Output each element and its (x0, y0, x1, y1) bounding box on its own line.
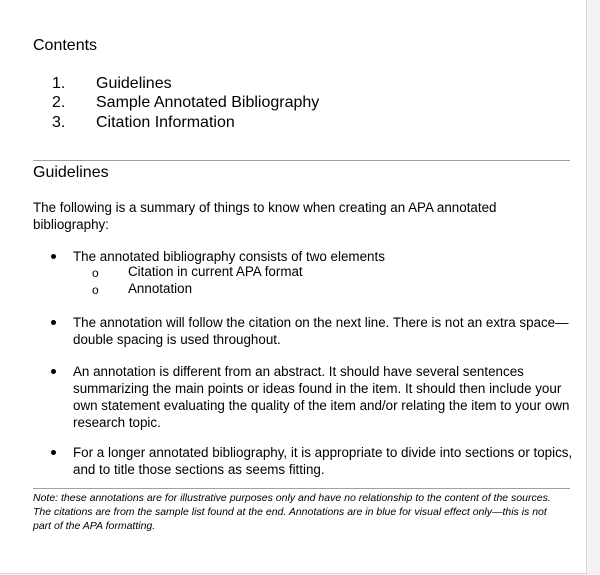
bullet-icon (51, 450, 56, 455)
footnote-divider (33, 488, 570, 489)
toc-number-3: 3. (52, 114, 66, 131)
bullet-text-abstract: An annotation is different from an abstract. It should have several sentences summarizing the main points or ideas found in the item. It should then include your own statement evaluating the quality of the item and/or relating the item to your own research topic. (73, 364, 570, 430)
bullet-icon (51, 369, 56, 374)
contents-heading: Contents (33, 37, 98, 54)
toc-number-2: 2. (52, 94, 66, 111)
section-divider (33, 160, 570, 161)
toc-number-1: 1. (52, 75, 66, 92)
toc-item-citation-info: Citation Information (96, 114, 235, 131)
footnote-text: Note: these annotations are for illustrative purposes only and have no relationship to the content of the sources. The citations are from the sample list found at the end. Annotations are in blue for visual effect only—this is not part of the APA formatting. (33, 492, 551, 532)
toc-item-guidelines: Guidelines (96, 75, 172, 92)
guidelines-intro: The following is a summary of things to know when creating an APA annotated bibliography: (33, 200, 497, 232)
bullet-icon (51, 254, 56, 259)
guidelines-heading: Guidelines (33, 164, 109, 181)
bullet-text-sections: For a longer annotated bibliography, it is appropriate to divide into sections or topics, and to title those sections as seems fitting. (73, 445, 573, 477)
toc-item-sample-bibliography: Sample Annotated Bibliography (96, 94, 320, 111)
bullet-icon (51, 320, 56, 325)
sub-item-annotation: Annotation (128, 281, 193, 296)
sub-bullet-marker: o (92, 283, 99, 297)
sub-bullet-marker: o (92, 266, 99, 280)
bullet-text-elements: The annotated bibliography consists of two elements (73, 249, 385, 264)
sub-item-citation: Citation in current APA format (128, 264, 303, 279)
bullet-text-citation-line: The annotation will follow the citation on the next line. There is not an extra space—double spacing is used throughout. (73, 315, 569, 347)
